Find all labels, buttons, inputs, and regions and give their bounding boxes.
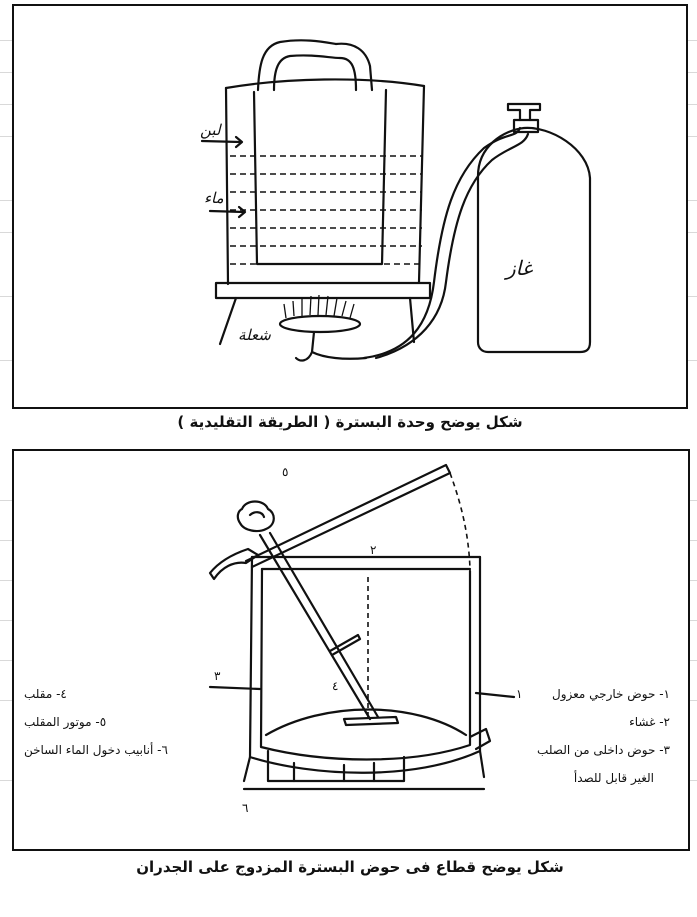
outer-tank (250, 557, 480, 773)
label-flame: شعلة (238, 326, 271, 344)
container-handle-inner (274, 55, 356, 90)
vessel-right-wall (419, 86, 424, 282)
diagram-number-3: ٣ (214, 669, 221, 683)
gas-cylinder-body (478, 128, 590, 352)
stirrer-shaft-outer (270, 533, 378, 717)
leg-left (244, 757, 250, 781)
figure2-caption: شكل يوضح قطاع فى حوض البسترة المزدوج على الجدران (136, 858, 564, 876)
pasteurization-unit-drawing (14, 6, 686, 407)
burner-neck (296, 332, 314, 360)
vessel-left-wall (226, 88, 228, 284)
stirrer-motor (238, 502, 274, 532)
inner-tank (261, 569, 470, 760)
diagram-number-4: ٤ (332, 679, 339, 693)
milk-container (254, 90, 386, 264)
label-milk: لبن (200, 121, 221, 139)
pointer-1 (476, 693, 514, 697)
legend-item-2: ٢- غشاء (629, 715, 670, 729)
burner-ring (280, 316, 360, 332)
diagram-number-6: ٦ (242, 801, 249, 815)
pointer-3 (210, 687, 260, 689)
legend-item-3: ٣- حوض داخلى من الصلب (537, 743, 670, 757)
legend-item-5: ٥- موتور المقلب (24, 715, 107, 729)
stirrer-shaft (260, 535, 370, 719)
gas-hose-outer (376, 134, 528, 358)
figure-double-wall-tank (12, 449, 690, 851)
burner-pipe (312, 352, 366, 359)
legend-item-6: ٦- أنابيب دخول الماء الساخن (24, 743, 168, 757)
figure-traditional-pasteurization (12, 4, 688, 409)
legend-item-1: ١- حوض خارجي معزول (552, 687, 670, 701)
cylinder-tap (508, 104, 540, 120)
gas-hose (364, 128, 520, 358)
stove-plate (216, 283, 430, 298)
label-gas: غاز (506, 256, 533, 280)
lid-swing-path (450, 473, 470, 569)
vessel-rim (226, 79, 424, 88)
stand-leg-left (220, 298, 236, 344)
tank-section-drawing (14, 451, 688, 849)
diagram-number-2: ٢ (370, 543, 377, 557)
label-water: ماء (204, 189, 224, 207)
legend-item-4: ٤- مقلب (24, 687, 67, 701)
leg-right (480, 751, 484, 777)
lid-arm (246, 465, 450, 567)
diagram-number-5: ٥ (282, 465, 289, 479)
figure1-caption: شكل يوضح وحدة البسترة ( الطريقة التقليدية ) (177, 413, 523, 431)
legend-item-3-cont: الغير قابل للصدأ (573, 771, 654, 785)
stirrer-paddle (344, 717, 398, 725)
milk-arrow (202, 141, 240, 142)
diagram-number-1: ١ (516, 687, 523, 701)
motor-detail (250, 512, 264, 517)
water-arrow (210, 211, 244, 212)
